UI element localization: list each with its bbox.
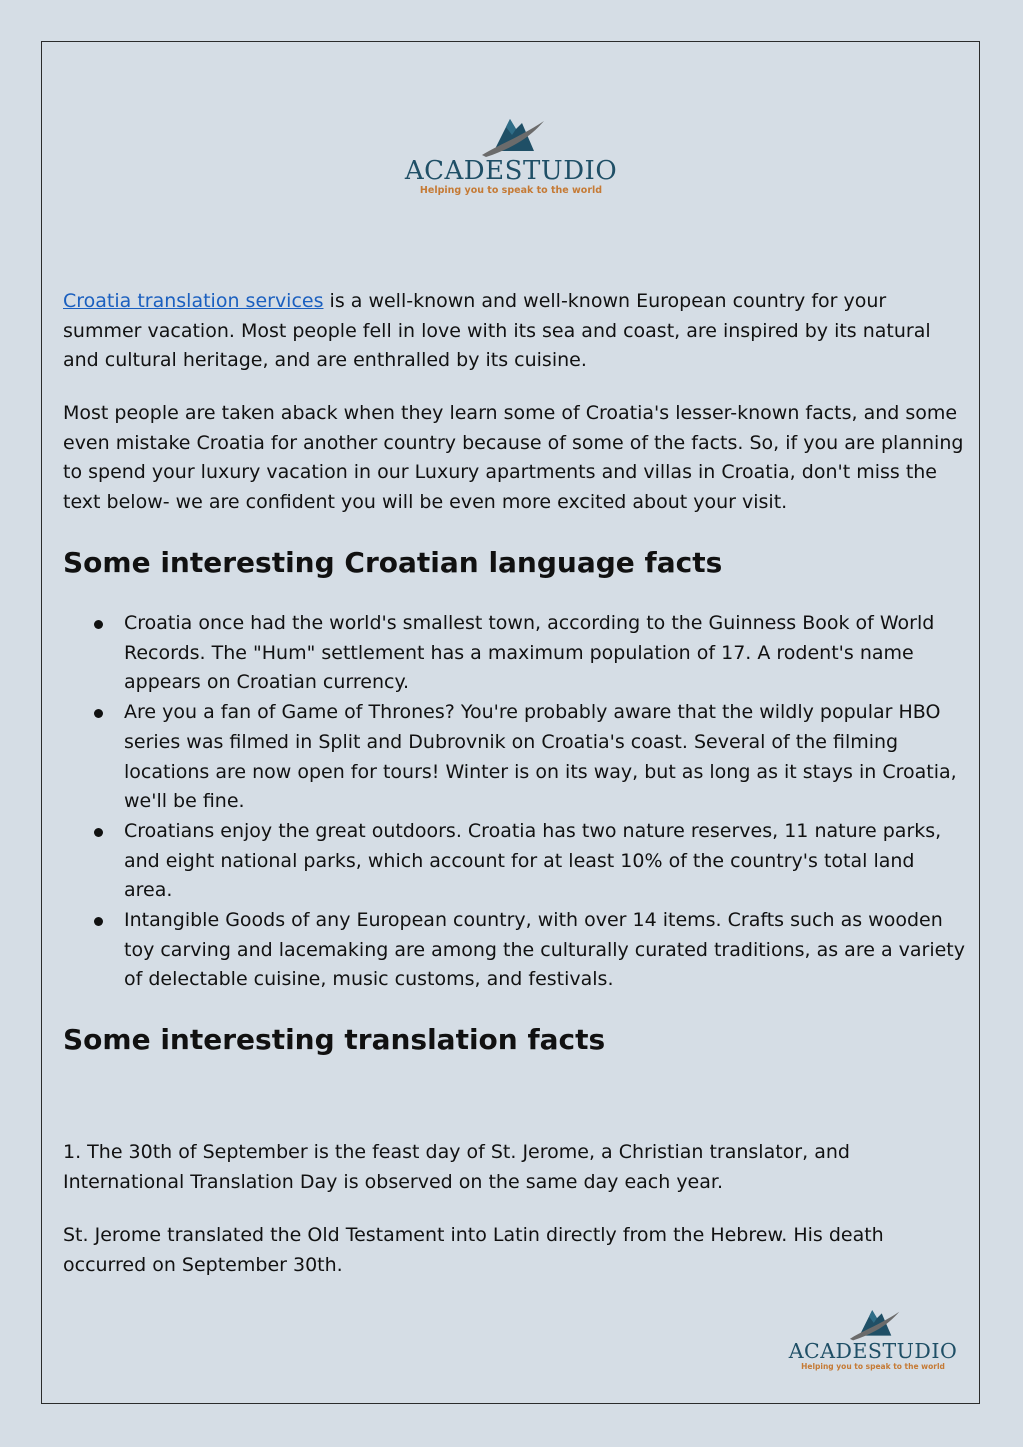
- st-jerome-paragraph: St. Jerome translated the Old Testament into Latin directly from the Hebrew. His death occurred on September 30th.: [63, 1224, 884, 1276]
- intro-paragraph: [63, 287, 968, 376]
- bullet-icon: [94, 620, 103, 629]
- list-item-text: Croatians enjoy the great outdoors. Croatia has two nature reserves, 11 nature parks, and eight national parks, which account for at least 10% of the country's total land area.: [124, 819, 942, 902]
- bullet-icon: [94, 709, 103, 718]
- croatian-language-facts-heading: Some interesting Croatian language facts: [63, 546, 723, 579]
- lesser-known-facts-paragraph: Most people are taken aback when they learn some of Croatia's lesser-known facts, and some even mistake Croatia for another country because of some of the facts. So, if you are planning to spend your luxury vacation in our Luxury apartments and villas in Croatia, don't miss the text below- we are confident you will be even more excited about your visit.: [63, 402, 964, 513]
- bullet-icon: [94, 828, 103, 837]
- bullet-icon: [94, 917, 103, 926]
- mountain-swoosh-logo-icon: [845, 1307, 901, 1342]
- list-item: [63, 698, 968, 817]
- list-item-text: Are you a fan of Game of Thrones? You're probably aware that the wildly popular HBO series was filmed in Split and Dubrovnik on Croatia's coast. Several of the filming locations are now open for tours! Winter is on its way, but as long as it stays in Croatia, we'll be fine.: [124, 701, 957, 813]
- mountain-swoosh-logo-icon: [476, 115, 546, 159]
- logo-brand-text: ACADESTUDIO: [404, 156, 618, 186]
- company-logo-top: [398, 115, 624, 197]
- croatia-translation-services-link[interactable]: Croatia translation services: [63, 290, 324, 312]
- translation-fact-1: 1. The 30th of September is the feast day of St. Jerome, a Christian translator, and International Translation Day is observed on the same day each year.: [63, 1141, 850, 1193]
- logo-brand-text: ACADESTUDIO: [788, 1339, 958, 1363]
- company-logo-bottom: [784, 1307, 962, 1372]
- logo-tagline: Helping you to speak to the world: [801, 1362, 945, 1371]
- croatia-facts-list: [63, 609, 968, 995]
- list-item: [63, 906, 968, 995]
- document-page: [41, 41, 980, 1404]
- list-item-text: Croatia once had the world's smallest town, according to the Guinness Book of World Records. The "Hum" settlement has a maximum population of 17. A rodent's name appears on Croatian currency.: [124, 612, 935, 694]
- intro-text: is a well-known and well-known European country for your summer vacation. Most people fell in love with its sea and coast, are inspired by its natural and cultural heritage, and are enthralled by its cuisine.: [63, 290, 931, 371]
- list-item-text: Intangible Goods of any European country, with over 14 items. Crafts such as wooden toy carving and lacemaking are among the culturally curated traditions, as are a variety of delectable cuisine, music customs, and festivals.: [124, 909, 965, 991]
- logo-tagline: Helping you to speak to the world: [419, 185, 603, 196]
- translation-facts-heading: Some interesting translation facts: [63, 1023, 606, 1056]
- list-item: [63, 609, 968, 698]
- list-item: [63, 817, 968, 906]
